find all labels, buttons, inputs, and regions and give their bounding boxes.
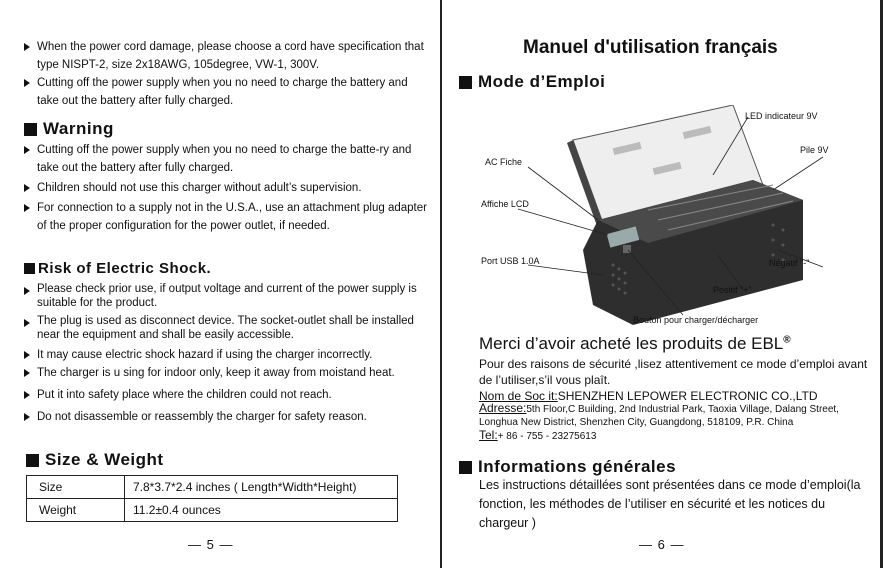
general-heading: Informations générales	[459, 457, 676, 477]
charger-illustration	[473, 105, 873, 330]
heading-square-icon	[24, 263, 35, 274]
callout-pile: Pile 9V	[800, 145, 829, 155]
shock-bullet: The charger is u sing for indoor only, keep it away from moistand heat.	[22, 364, 427, 382]
shock-heading: Risk of Electric Shock.	[24, 260, 211, 277]
warning-bullet: Cutting off the power supply when you no need to charge the batte-ry and take out the battery after fully charged.	[22, 141, 427, 177]
shock-bullet: It may cause electric shock hazard if using the charger incorrectly.	[22, 346, 427, 364]
spec-table	[26, 475, 398, 522]
page-6	[443, 0, 883, 568]
registered-mark: ®	[783, 334, 791, 346]
intro-bullet: When the power cord damage, please choose a cord have specification that type NISPT-2, size 2x18AWG, 105degree, VW-1, 300V.	[22, 38, 432, 74]
callout-pos: Positif "+"	[713, 285, 752, 295]
callout-usb: Port USB 1.0A	[481, 256, 540, 266]
callout-btn: Bouton pour charger/décharger	[633, 315, 759, 325]
callout-lcd: Affiche LCD	[481, 199, 529, 209]
heading-square-icon	[26, 454, 39, 467]
safety-text: Pour des raisons de sécurité ,lisez attentivement ce mode d’emploi avant de l’utiliser,s’il vous plaît.	[479, 357, 868, 387]
heading-square-icon	[24, 123, 37, 136]
page-5	[0, 0, 441, 568]
heading-square-icon	[459, 76, 472, 89]
shock-bullet: Please check prior use, if output voltage and current of the power supply is suitable for the product.	[22, 282, 427, 310]
address-block: Adresse:5th Floor,C Building, 2nd Industrial Park, Taoxia Village, Dalang Street, Longhua New District, Shenzhen City, Guangdong, 518109, P.R. China Tel:+ 86 - 755 - 23275613	[479, 401, 839, 442]
mode-heading: Mode d’Emploi	[459, 72, 605, 92]
table-row	[27, 499, 398, 522]
warning-heading: Warning	[24, 119, 114, 139]
callout-led: LED indicateur 9V	[745, 111, 818, 121]
warning-bullet: For connection to a supply not in the U.S.A., use an attachment plug adapter of the proper configuration for the power outlet, if needed.	[22, 199, 427, 235]
shock-bullet: Put it into safety place where the children could not reach.	[22, 386, 427, 404]
shock-bullet: Do not disassemble or reassembly the charger for safety reason.	[22, 408, 427, 426]
page-number: — 6 —	[639, 537, 685, 552]
spec-value: 11.2±0.4 ounces	[125, 499, 398, 522]
heading-square-icon	[459, 461, 472, 474]
company-line: Nom de Soc it:SHENZHEN LEPOWER ELECTRONIC CO.,LTD	[479, 389, 818, 403]
shock-bullet: The plug is used as disconnect device. The socket-outlet shall be installed near the equipment and shall be easily accessible.	[22, 314, 427, 342]
spec-label: Size	[27, 476, 125, 499]
warning-bullet-list	[22, 141, 427, 235]
page-divider	[440, 0, 442, 568]
intro-bullet: Cutting off the power supply when you no need to charge the battery and take out the battery after fully charged.	[22, 74, 432, 110]
warning-bullet: Children should not use this charger without adult’s supervision.	[22, 179, 427, 197]
size-weight-heading: Size & Weight	[26, 450, 164, 470]
table-row	[27, 476, 398, 499]
intro-bullet-list	[22, 38, 432, 110]
spec-value: 7.8*3.7*2.4 inches ( Length*Width*Height)	[125, 476, 398, 499]
thanks-line: Merci d’avoir acheté les produits de EBL®	[479, 334, 791, 353]
callout-ac: AC Fiche	[485, 157, 523, 167]
general-text: Les instructions détaillées sont présentées dans ce mode d’emploi(la fonction, les méthodes de l’utiliser en sécurité et les notices du chargeur )	[479, 478, 861, 530]
page-title: Manuel d'utilisation français	[523, 37, 778, 58]
page-number: — 5 —	[188, 537, 234, 552]
shock-bullet-list	[22, 282, 427, 426]
callout-neg: Négatif "-"	[769, 258, 810, 268]
spec-label: Weight	[27, 499, 125, 522]
